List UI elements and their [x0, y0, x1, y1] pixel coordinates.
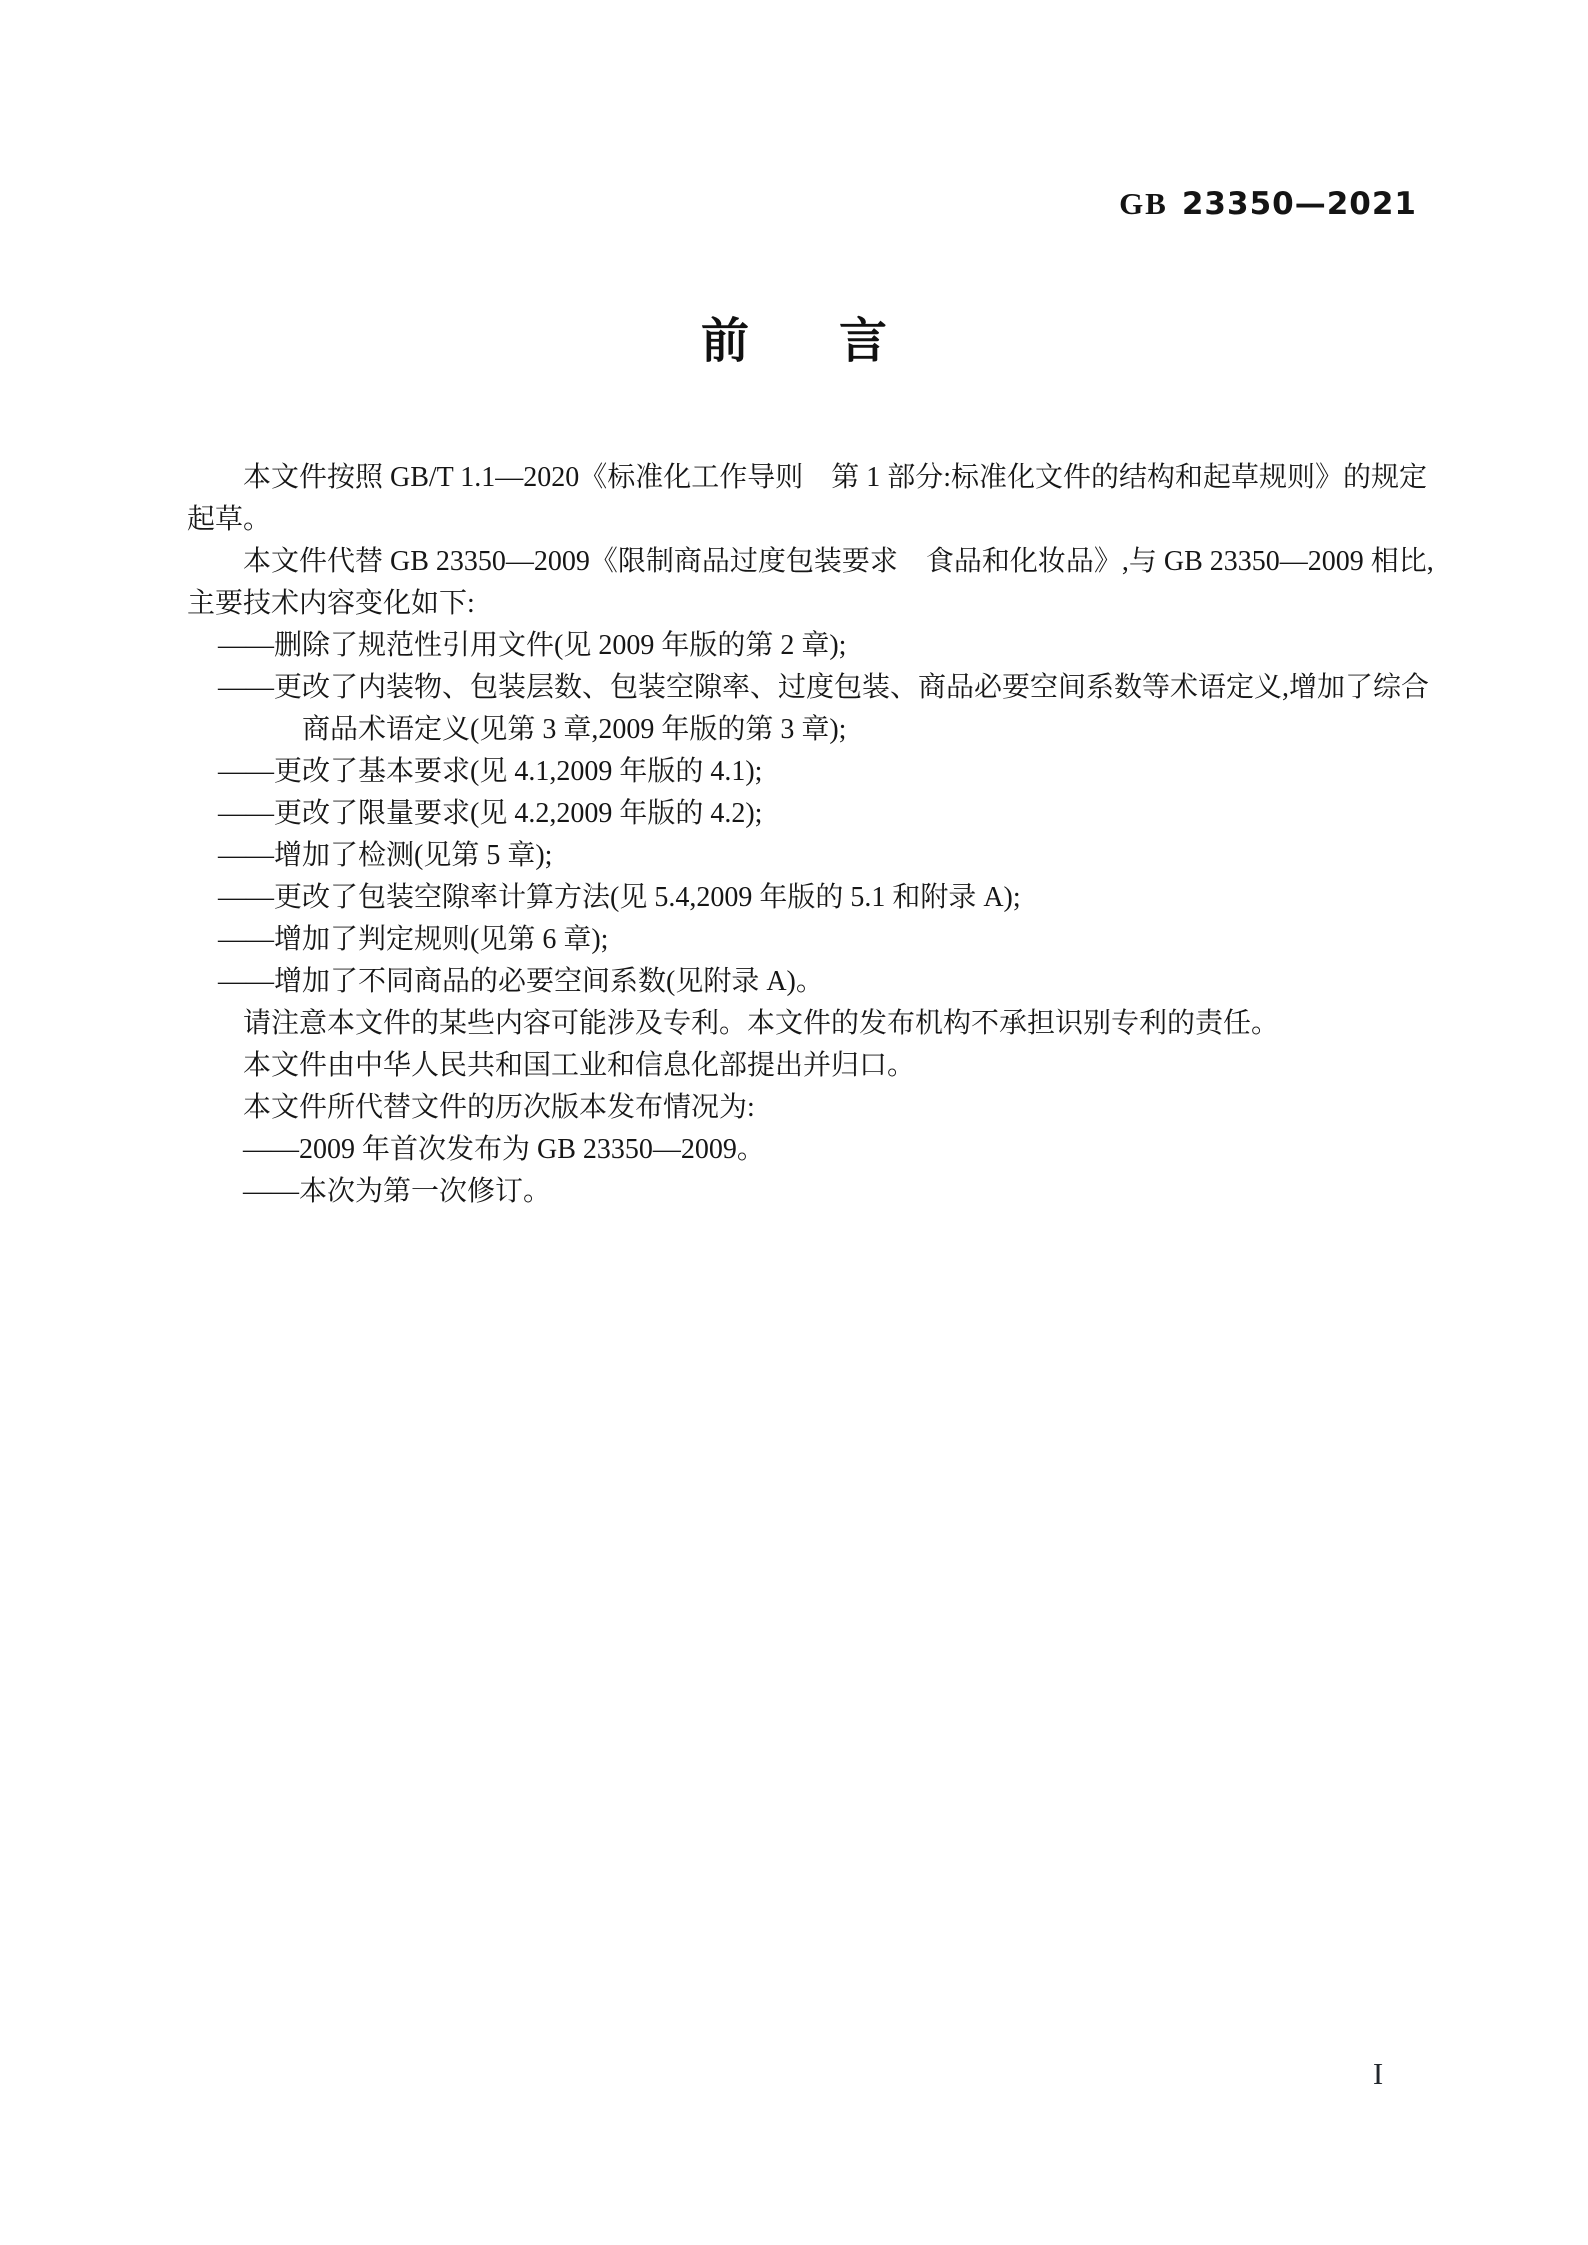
foreword-line: 本文件按照 GB/T 1.1—2020《标准化工作导则 第 1 部分:标准化文件的结构和起草规则》的规定 [243, 462, 1428, 493]
foreword-change-item: ——增加了判定规则(见第 6 章); [218, 924, 609, 955]
foreword-history-item: ——本次为第一次修订。 [243, 1176, 552, 1207]
foreword-body [187, 457, 1434, 1213]
standard-code-number: 23350—2021 [1181, 186, 1417, 222]
page-number: I [1372, 2056, 1384, 2091]
foreword-change-item: ——增加了检测(见第 5 章); [218, 840, 553, 871]
foreword-line: 本文件所代替文件的历次版本发布情况为: [243, 1092, 755, 1123]
foreword-line: 本文件由中华人民共和国工业和信息化部提出并归口。 [243, 1050, 916, 1081]
standard-code [1119, 186, 1417, 222]
standard-code-prefix: GB [1119, 186, 1168, 221]
foreword-change-item: ——更改了基本要求(见 4.1,2009 年版的 4.1); [218, 756, 763, 787]
foreword-title-char: 言 [839, 315, 888, 368]
foreword-change-item: ——更改了内装物、包装层数、包装空隙率、过度包装、商品必要空间系数等术语定义,增加了综合 [218, 672, 1430, 703]
foreword-change-item: ——更改了包装空隙率计算方法(见 5.4,2009 年版的 5.1 和附录 A); [218, 882, 1021, 913]
foreword-title-char: 前 [700, 315, 749, 368]
foreword-change-item: ——增加了不同商品的必要空间系数(见附录 A)。 [218, 966, 824, 997]
foreword-change-item: ——更改了限量要求(见 4.2,2009 年版的 4.2); [218, 798, 763, 829]
foreword-line: 请注意本文件的某些内容可能涉及专利。本文件的发布机构不承担识别专利的责任。 [243, 1008, 1280, 1039]
foreword-line: 主要技术内容变化如下: [187, 588, 475, 619]
foreword-title [0, 314, 1588, 370]
foreword-line: 起草。 [187, 504, 272, 535]
foreword-change-item-continuation: 商品术语定义(见第 3 章,2009 年版的第 3 章); [302, 714, 847, 745]
foreword-change-item: ——删除了规范性引用文件(见 2009 年版的第 2 章); [218, 630, 847, 661]
foreword-history-item: ——2009 年首次发布为 GB 23350—2009。 [243, 1134, 765, 1165]
foreword-line: 本文件代替 GB 23350—2009《限制商品过度包装要求 食品和化妆品》,与 GB 23350—2009 相比, [243, 546, 1434, 577]
